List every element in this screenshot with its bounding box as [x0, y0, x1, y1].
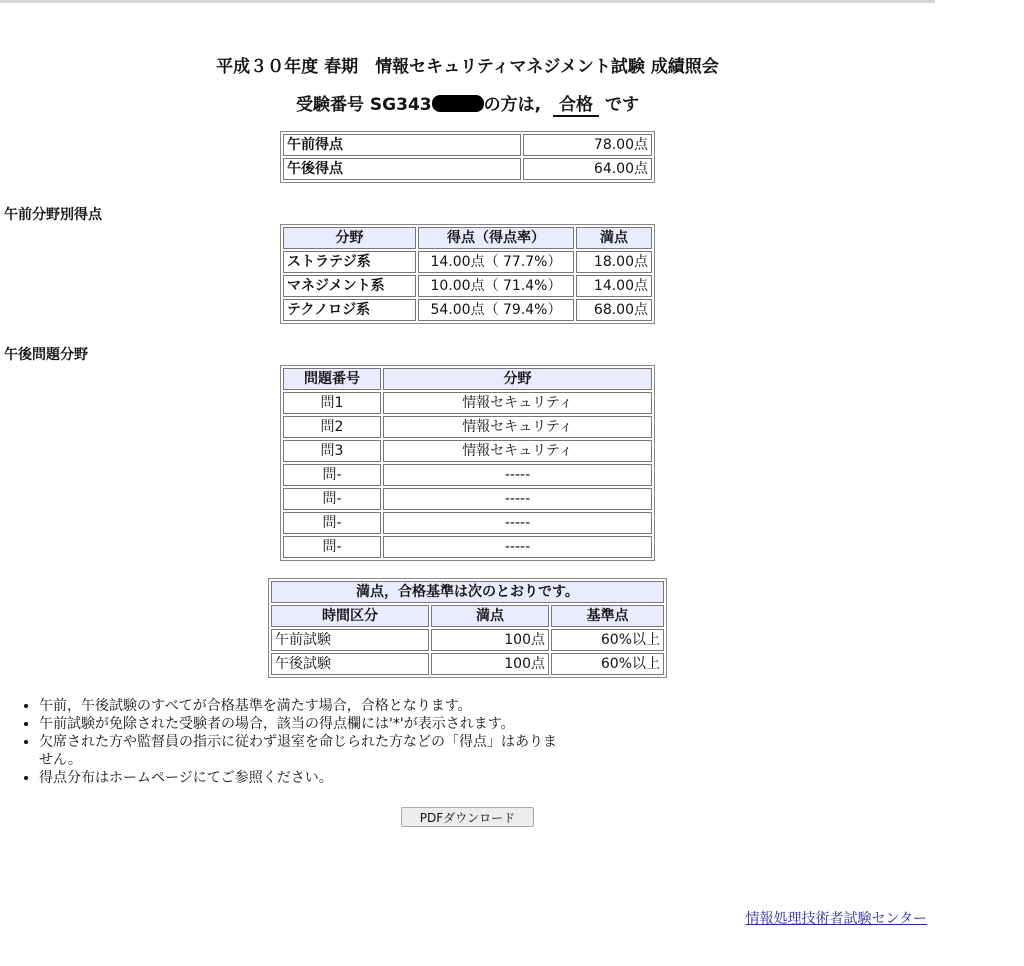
- col-header-session: 時間区分: [271, 605, 429, 627]
- am-section-heading: 午前分野別得点: [4, 207, 102, 223]
- problem-number: 問1: [283, 392, 381, 414]
- problem-field: 情報セキュリティ: [383, 416, 652, 438]
- table-row: [283, 299, 652, 321]
- page-title: 平成３０年度 春期 情報セキュリティマネジメント試験 成績照会: [216, 57, 719, 77]
- examinee-number-label: 受験番号 SG343: [296, 95, 432, 115]
- problem-field: 情報セキュリティ: [383, 392, 652, 414]
- redaction-mark: [432, 95, 484, 112]
- result-suffix: の方は,: [483, 95, 542, 115]
- table-header-row: [283, 368, 652, 390]
- criteria-caption: 満点，合格基準は次のとおりです。: [271, 581, 664, 603]
- session-max: 100点: [431, 653, 549, 675]
- note-item: • 欠席された方や監督員の指示に従わず退室を命じられた方などの「得点」はありません。: [39, 733, 559, 769]
- criteria-table: [268, 578, 667, 678]
- field-name: テクノロジ系: [283, 299, 416, 321]
- field-score: 10.00点（ 71.4%）: [418, 275, 574, 297]
- col-header-field: 分野: [283, 227, 416, 249]
- pdf-download-button[interactable]: PDFダウンロード: [401, 807, 534, 827]
- table-row: [283, 464, 652, 486]
- session-pass-mark: 60%以上: [551, 629, 664, 651]
- table-row: [283, 275, 652, 297]
- problem-number: 問-: [283, 488, 381, 510]
- problem-number: 問2: [283, 416, 381, 438]
- col-header-pass-mark: 基準点: [551, 605, 664, 627]
- note-item: • 得点分布はホームページにてご参照ください。: [39, 769, 599, 787]
- table-row: [283, 134, 652, 156]
- pm-score-label: 午後得点: [283, 158, 521, 180]
- problem-field: -----: [383, 488, 652, 510]
- pm-problem-table: [280, 365, 655, 561]
- col-header-max: 満点: [576, 227, 652, 249]
- problem-field: -----: [383, 536, 652, 558]
- notes-list: [19, 697, 599, 787]
- field-score: 54.00点（ 79.4%）: [418, 299, 574, 321]
- table-header-row: [283, 227, 652, 249]
- problem-field: -----: [383, 464, 652, 486]
- ipa-center-link[interactable]: 情報処理技術者試験センター: [745, 911, 927, 927]
- table-row: [283, 512, 652, 534]
- session-pass-mark: 60%以上: [551, 653, 664, 675]
- field-score: 14.00点（ 77.7%）: [418, 251, 574, 273]
- table-row: [283, 488, 652, 510]
- am-field-table: [280, 224, 655, 324]
- note-item: • 午前試験が免除された受験者の場合，該当の得点欄には'*'が表示されます。: [39, 715, 599, 733]
- col-header-score: 得点（得点率）: [418, 227, 574, 249]
- am-score-label: 午前得点: [283, 134, 521, 156]
- problem-number: 問-: [283, 512, 381, 534]
- am-score-value: 78.00点: [523, 134, 652, 156]
- score-summary-table: [280, 131, 655, 183]
- session-name: 午前試験: [271, 629, 429, 651]
- pm-section-heading: 午後問題分野: [4, 347, 88, 363]
- table-row: [283, 158, 652, 180]
- table-row: [283, 392, 652, 414]
- top-border: [0, 0, 935, 3]
- table-row: [271, 653, 664, 675]
- result-line: [0, 90, 935, 117]
- table-header-row: [271, 605, 664, 627]
- note-item: • 午前，午後試験のすべてが合格基準を満たす場合，合格となります。: [39, 697, 599, 715]
- col-header-problem-no: 問題番号: [283, 368, 381, 390]
- table-row: [283, 251, 652, 273]
- table-row: [271, 629, 664, 651]
- result-end: です: [605, 95, 639, 115]
- field-max: 18.00点: [576, 251, 652, 273]
- problem-field: 情報セキュリティ: [383, 440, 652, 462]
- pass-status: 合格: [553, 96, 599, 117]
- problem-number: 問-: [283, 464, 381, 486]
- field-name: ストラテジ系: [283, 251, 416, 273]
- table-row: [283, 440, 652, 462]
- problem-number: 問-: [283, 536, 381, 558]
- table-row: [283, 536, 652, 558]
- field-max: 68.00点: [576, 299, 652, 321]
- session-name: 午後試験: [271, 653, 429, 675]
- session-max: 100点: [431, 629, 549, 651]
- col-header-max: 満点: [431, 605, 549, 627]
- pm-score-value: 64.00点: [523, 158, 652, 180]
- field-name: マネジメント系: [283, 275, 416, 297]
- col-header-field: 分野: [383, 368, 652, 390]
- field-max: 14.00点: [576, 275, 652, 297]
- problem-number: 問3: [283, 440, 381, 462]
- table-caption-row: [271, 581, 664, 603]
- table-row: [283, 416, 652, 438]
- problem-field: -----: [383, 512, 652, 534]
